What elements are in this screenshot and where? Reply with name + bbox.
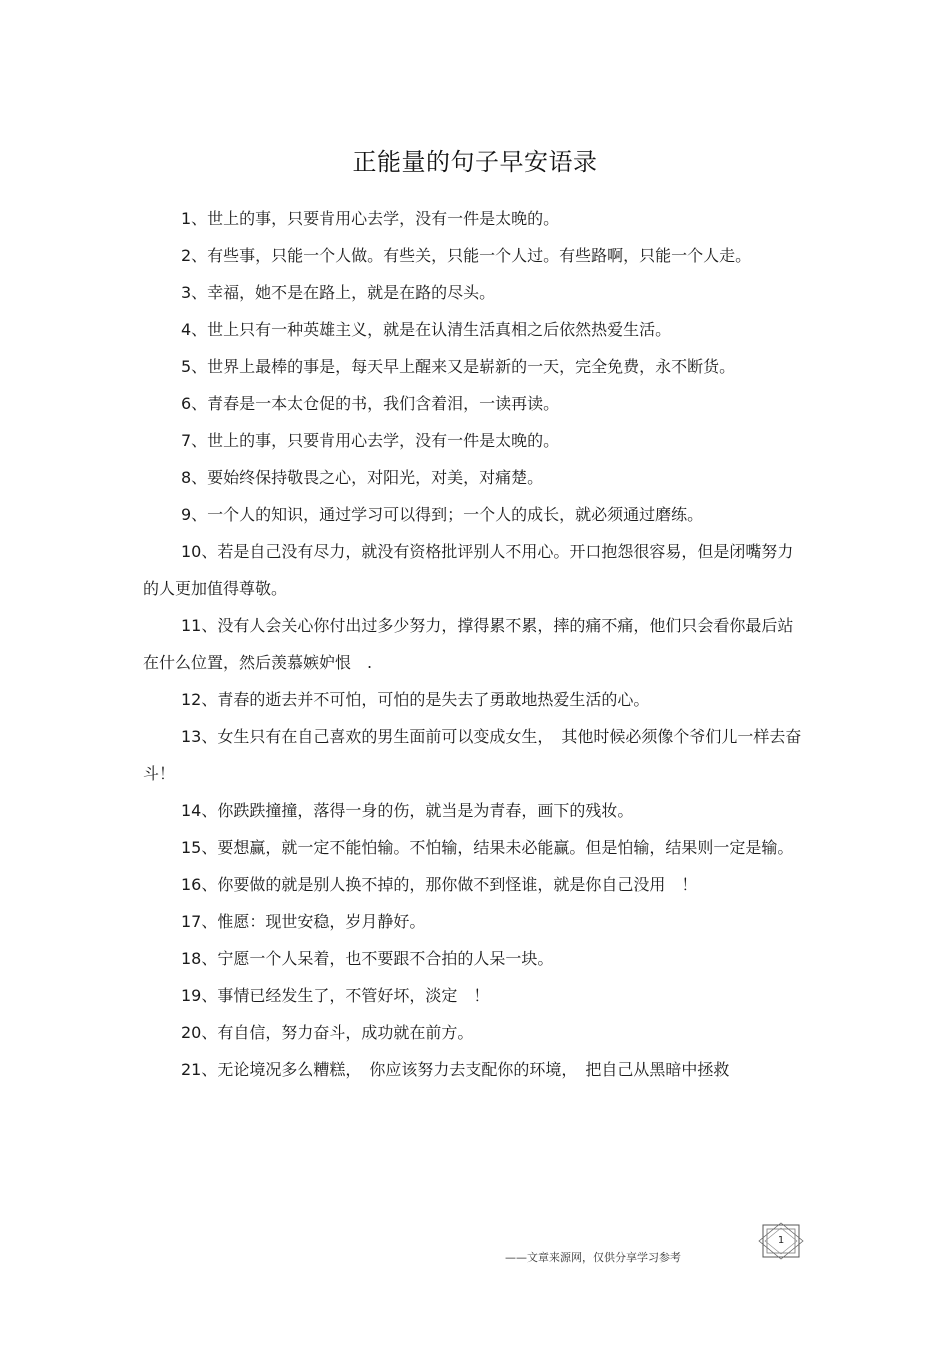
paragraph-11: 11、没有人会关心你付出过多少努力，撑得累不累，摔的痛不痛，他们只会看你最后站在什么位置，然后羡慕嫉妒恨 . bbox=[143, 616, 794, 672]
paragraph-2: 2、有些事，只能一个人做。有些关，只能一个人过。有些路啊，只能一个人走。 bbox=[181, 246, 752, 265]
page-number-badge bbox=[757, 1222, 805, 1260]
paragraph-4: 4、世上只有一种英雄主义，就是在认清生活真相之后依然热爱生活。 bbox=[181, 320, 672, 339]
paragraph-3: 3、幸福，她不是在路上，就是在路的尽头。 bbox=[181, 283, 496, 302]
document-body bbox=[143, 200, 808, 1088]
document-title: 正能量的句子早安语录 bbox=[352, 148, 598, 176]
paragraph-20: 20、有自信，努力奋斗，成功就在前方。 bbox=[181, 1023, 474, 1042]
page-number: 1 bbox=[777, 1235, 785, 1246]
paragraph-6: 6、青春是一本太仓促的书，我们含着泪，一读再读。 bbox=[181, 394, 560, 413]
paragraph-13: 13、女生只有在自己喜欢的男生面前可以变成女生， 其他时候必须像个爷们儿一样去奋斗！ bbox=[143, 727, 802, 783]
paragraph-7: 7、世上的事，只要肯用心去学，没有一件是太晚的。 bbox=[181, 431, 560, 450]
paragraph-1: 1、世上的事，只要肯用心去学，没有一件是太晚的。 bbox=[181, 209, 560, 228]
paragraph-14: 14、你跌跌撞撞，落得一身的伤，就当是为青春，画下的残妆。 bbox=[181, 801, 634, 820]
paragraph-16: 16、你要做的就是别人换不掉的，那你做不到怪谁，就是你自己没用 ！ bbox=[181, 875, 698, 894]
paragraph-9: 9、一个人的知识，通过学习可以得到；一个人的成长，就必须通过磨练。 bbox=[181, 505, 704, 524]
paragraph-18: 18、宁愿一个人呆着，也不要跟不合拍的人呆一块。 bbox=[181, 949, 554, 968]
paragraph-15: 15、要想赢，就一定不能怕输。不怕输，结果未必能赢。但是怕输，结果则一定是输。 bbox=[181, 838, 794, 857]
paragraph-5: 5、世界上最棒的事是，每天早上醒来又是崭新的一天，完全免费，永不断货。 bbox=[181, 357, 736, 376]
paragraph-17: 17、惟愿：现世安稳，岁月静好。 bbox=[181, 912, 426, 931]
paragraph-21: 21、无论境况多么糟糕， 你应该努力去支配你的环境， 把自己从黑暗中拯救 bbox=[181, 1060, 730, 1079]
paragraph-8: 8、要始终保持敬畏之心，对阳光，对美，对痛楚。 bbox=[181, 468, 544, 487]
footer-source-note: ——文章来源网，仅供分享学习参考 bbox=[505, 1251, 681, 1264]
paragraph-10: 10、若是自己没有尽力，就没有资格批评别人不用心。开口抱怨很容易，但是闭嘴努力的人更加值得尊敬。 bbox=[143, 542, 794, 598]
paragraph-19: 19、事情已经发生了，不管好坏，淡定 ！ bbox=[181, 986, 490, 1005]
paragraph-12: 12、青春的逝去并不可怕，可怕的是失去了勇敢地热爱生活的心。 bbox=[181, 690, 650, 709]
